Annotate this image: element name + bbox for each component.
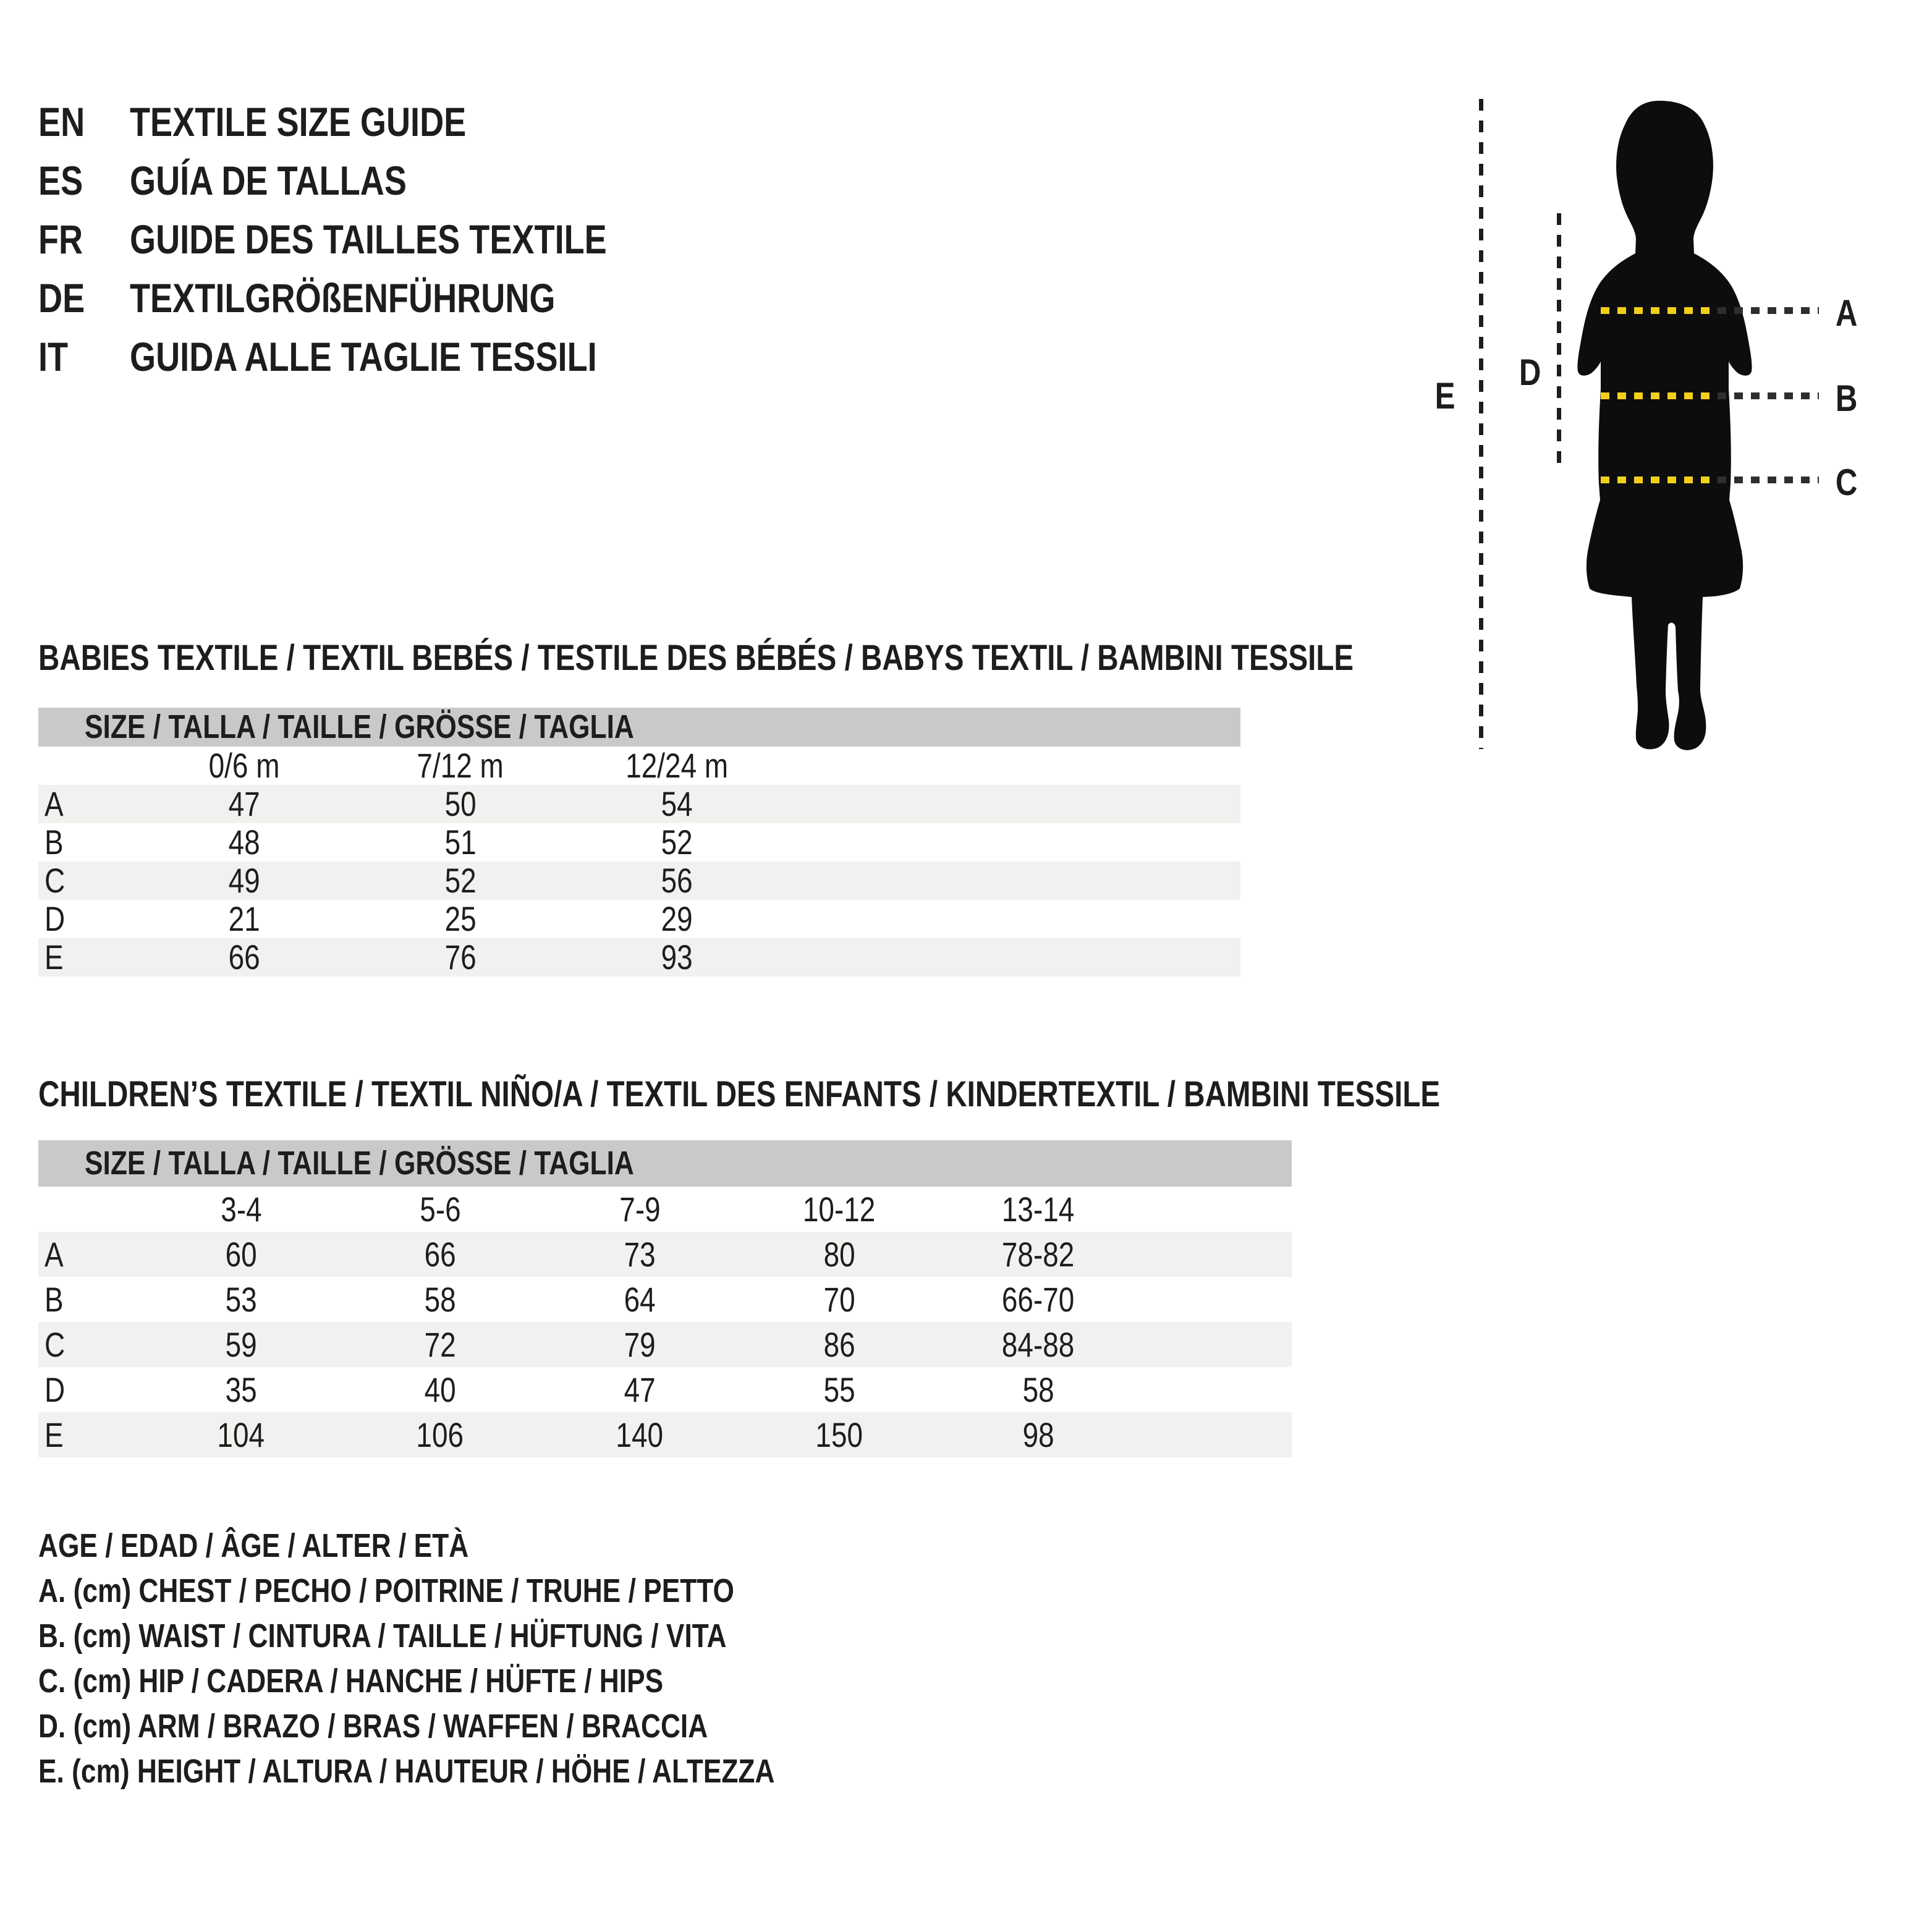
children-cell: 55 <box>823 1370 855 1409</box>
babies-section-title: BABIES TEXTILE / TEXTIL BEBÉS / TESTILE DES BÉBÉS / BABYS TEXTIL / BAMBINI TESSILE <box>38 638 1354 678</box>
children-col-3-4: 3-4 <box>220 1190 262 1229</box>
legend-height: E. (cm) HEIGHT / ALTURA / HAUTEUR / HÖHE / ALTEZZA <box>38 1753 775 1790</box>
babies-cell: 56 <box>661 861 693 900</box>
babies-row-label: A <box>44 784 64 823</box>
children-size-header-label: SIZE / TALLA / TAILLE / GRÖSSE / TAGLIA <box>85 1145 634 1182</box>
babies-cell: 54 <box>661 784 693 823</box>
lang-code-fr: FR <box>38 216 83 262</box>
title-de: TEXTILGRÖßENFÜHRUNG <box>130 275 556 321</box>
legend-arm: D. (cm) ARM / BRAZO / BRAS / WAFFEN / BRACCIA <box>38 1708 708 1745</box>
children-col-7-9: 7-9 <box>619 1190 661 1229</box>
babies-row-label: C <box>44 861 66 900</box>
children-row-label: B <box>44 1280 64 1319</box>
legend-chest: A. (cm) CHEST / PECHO / POITRINE / TRUHE / PETTO <box>38 1572 734 1609</box>
children-cell: 140 <box>616 1415 664 1454</box>
babies-cell: 21 <box>228 899 260 938</box>
figure-label-e: E <box>1434 375 1455 417</box>
hip-line-c-connector <box>1718 477 1819 483</box>
lang-code-it: IT <box>38 334 69 379</box>
babies-col-0-6m: 0/6 m <box>208 746 280 785</box>
babies-cell: 47 <box>228 784 260 823</box>
children-cell: 150 <box>815 1415 863 1454</box>
children-col-13-14: 13-14 <box>1002 1190 1075 1229</box>
title-en: TEXTILE SIZE GUIDE <box>130 99 467 145</box>
legend-hip: C. (cm) HIP / CADERA / HANCHE / HÜFTE / HIPS <box>38 1663 664 1700</box>
children-cell: 35 <box>225 1370 257 1409</box>
children-cell: 104 <box>217 1415 265 1454</box>
title-it: GUIDA ALLE TAGLIE TESSILI <box>130 334 597 379</box>
children-cell: 59 <box>225 1325 257 1364</box>
children-cell: 70 <box>823 1280 855 1319</box>
title-fr: GUIDE DES TAILLES TEXTILE <box>130 216 607 262</box>
children-cell: 79 <box>624 1325 656 1364</box>
figure-label-b: B <box>1836 378 1858 419</box>
babies-col-12-24m: 12/24 m <box>625 746 728 785</box>
babies-cell: 50 <box>444 784 477 823</box>
children-cell: 66 <box>424 1235 456 1274</box>
title-es: GUÍA DE TALLAS <box>130 158 407 203</box>
waist-line-b-connector <box>1718 392 1819 399</box>
babies-size-header-bar <box>38 708 1240 747</box>
children-cell: 66-70 <box>1002 1280 1075 1319</box>
lang-code-de: DE <box>38 275 85 321</box>
children-cell: 98 <box>1022 1415 1054 1454</box>
children-cell: 78-82 <box>1002 1235 1075 1274</box>
children-cell: 60 <box>225 1235 257 1274</box>
babies-cell: 52 <box>661 823 693 862</box>
children-cell: 40 <box>424 1370 456 1409</box>
children-col-5-6: 5-6 <box>419 1190 461 1229</box>
children-cell: 106 <box>416 1415 464 1454</box>
children-cell: 64 <box>624 1280 656 1319</box>
babies-col-7-12m: 7/12 m <box>417 746 504 785</box>
waist-line-b-on-body <box>1601 392 1714 399</box>
children-row-label: A <box>44 1235 64 1274</box>
children-cell: 58 <box>424 1280 456 1319</box>
babies-cell: 52 <box>444 861 477 900</box>
children-cell: 73 <box>624 1235 656 1274</box>
figure-label-a: A <box>1836 292 1858 334</box>
figure-label-d: D <box>1519 352 1541 393</box>
children-cell: 86 <box>823 1325 855 1364</box>
babies-cell: 25 <box>444 899 477 938</box>
children-col-10-12: 10-12 <box>803 1190 876 1229</box>
babies-cell: 48 <box>228 823 260 862</box>
children-cell: 72 <box>424 1325 456 1364</box>
children-cell: 80 <box>823 1235 855 1274</box>
children-row-label: D <box>44 1370 66 1409</box>
lang-code-es: ES <box>38 158 83 203</box>
babies-cell: 76 <box>444 938 477 977</box>
babies-cell: 49 <box>228 861 260 900</box>
babies-cell: 51 <box>444 823 477 862</box>
figure-label-c: C <box>1836 462 1858 503</box>
children-row-label: C <box>44 1325 66 1364</box>
babies-cell: 66 <box>228 938 260 977</box>
children-cell: 58 <box>1022 1370 1054 1409</box>
babies-cell: 93 <box>661 938 693 977</box>
chest-line-a-on-body <box>1601 307 1714 314</box>
chest-line-a-connector <box>1718 307 1819 314</box>
babies-row-label: B <box>44 823 64 862</box>
lang-code-en: EN <box>38 99 85 145</box>
children-size-header-bar <box>38 1140 1292 1187</box>
children-cell: 53 <box>225 1280 257 1319</box>
children-section-title: CHILDREN’S TEXTILE / TEXTIL NIÑO/A / TEXTIL DES ENFANTS / KINDERTEXTIL / BAMBINI TESSILE <box>38 1074 1441 1114</box>
hip-line-c-on-body <box>1601 477 1714 483</box>
children-cell: 84-88 <box>1002 1325 1075 1364</box>
children-row-label: E <box>44 1415 64 1454</box>
babies-cell: 29 <box>661 899 693 938</box>
babies-row-label: D <box>44 899 66 938</box>
legend-waist: B. (cm) WAIST / CINTURA / TAILLE / HÜFTUNG / VITA <box>38 1617 727 1654</box>
babies-size-header-label: SIZE / TALLA / TAILLE / GRÖSSE / TAGLIA <box>85 708 634 745</box>
legend-age: AGE / EDAD / ÂGE / ALTER / ETÀ <box>38 1527 469 1564</box>
babies-row-label: E <box>44 938 64 977</box>
children-cell: 47 <box>624 1370 656 1409</box>
